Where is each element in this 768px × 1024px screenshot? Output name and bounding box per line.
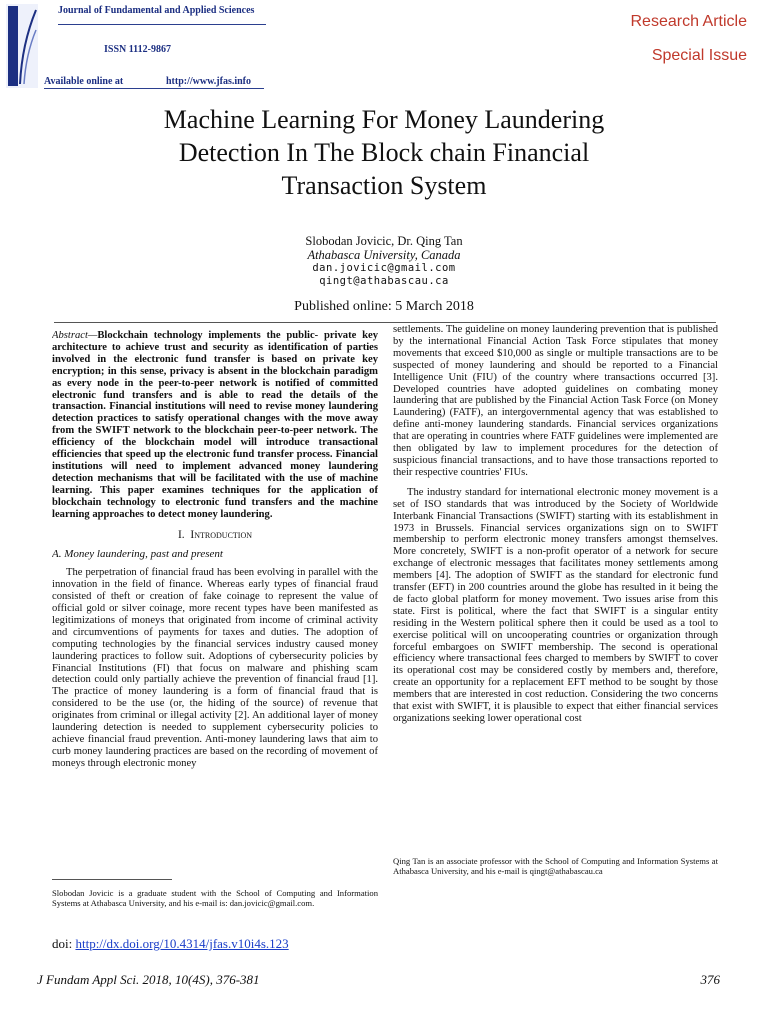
research-article-badge: Research Article xyxy=(630,13,747,30)
footnote-left: Slobodan Jovicic is a graduate student with the School of Computing and Information Systems at Athabasca University, and his e-mail is: dan.jovicic@gmail.com. xyxy=(52,888,378,909)
title-line-1: Machine Learning For Money Laundering xyxy=(163,105,605,134)
paper-affiliation: Athabasca University, Canada xyxy=(307,248,461,262)
footer-citation: J Fundam Appl Sci. 2018, 10(4S), 376-381 xyxy=(37,972,260,987)
paragraph-continued: settlements. The guideline on money laundering prevention that is published by the international Financial Action Task Force stipulates that money movements that exceed $10,000 as single or multiple transactions are to be suspected of money laundering and should be reported to a Financial Intelligence Unit (FIU) of the country where transactions occurred [3]. Developed countries have adopted guidelines on combating money laundering that are published by the Financial Action Task Force (on Money Laundering) (FATF), an intergovernmental agency that was established to define anti-money laundering standards. Financial services organizations that are operating in countries where FATF guidelines were implemented are then obligated by law to implement procedures for the detection of suspicious financial transactions, and to have those transactions reported to their respective countries' FIUs. xyxy=(393,324,718,478)
header-rule xyxy=(58,24,266,25)
author-email-2: qingt@athabascau.ca xyxy=(319,275,449,287)
available-online-label: Available online at xyxy=(44,76,124,87)
section-number: I. xyxy=(177,528,185,541)
journal-url-link[interactable]: http://www.jfas.info xyxy=(166,76,252,87)
abstract-lead: Abstract— xyxy=(52,330,98,341)
section-heading xyxy=(52,530,378,542)
title-line-2: Detection In The Block chain Financial xyxy=(178,138,590,167)
special-issue-badge: Special Issue xyxy=(651,47,747,64)
doi-label: doi: xyxy=(52,936,73,951)
abstract xyxy=(52,330,378,521)
paper-authors: Slobodan Jovicic, Dr. Qing Tan xyxy=(305,234,463,248)
page-number: 376 xyxy=(700,972,720,987)
journal-issn: ISSN 1112-9867 xyxy=(104,44,171,55)
footnote-rule xyxy=(52,879,172,880)
doi-line xyxy=(52,936,289,952)
subsection-heading: A. Money laundering, past and present xyxy=(52,548,223,561)
title-line-3: Transaction System xyxy=(281,171,487,200)
left-column xyxy=(52,330,378,860)
journal-name: Journal of Fundamental and Applied Sciences xyxy=(58,5,255,16)
abstract-body: Blockchain technology implements the public- private key architecture to achieve trust and security as identification of parties involved in the electronic fund transfer is based on private key encryption; in this sense, privacy is absent in the blockchain paradigm as every node in the peer-to-peer network is notified of committed electronic fund transfers and is able to read the details of the transaction. Financial institutions will need to revise money laundering detection practices to satisfy operational changes with the move away from the SWIFT network to the blockchain peer-to-peer network. The efficiency of the blockchain model will introduce transactional efficiencies that speed up the electronic fund transfer process. Financial institutions will need to implement advanced money laundering detection mechanisms that will be facilitated with the use of machine learning. This paper examines techniques for the application of blockchain technology to electronic fund transfers and the machine learning approaches to detect money laundering. xyxy=(52,330,378,520)
doi-link[interactable]: http://dx.doi.org/10.4314/jfas.v10i4s.123 xyxy=(75,936,289,951)
author-email-1: dan.jovicic@gmail.com xyxy=(312,262,456,274)
paragraph: The perpetration of financial fraud has been evolving in parallel with the innovation in the field of finance. Whereas early types of financial fraud consisted of theft or creation of fake coinage to represent the value of official gold or silver coinage, more recent types have been manifested as legitimizations of moneys that originated from income of criminal activity and circumventions of payments for taxes and duties. The adoption of computing technologies by the financial services industry caused money laundering practices to follow suit. Adoptions of cybersecurity policies by Financial Institutions (FI) that focus on malware and phishing scam detection could only partially achieve the prevention of financial fraud [1]. The practice of money laundering is a form of financial fraud that is considered to be the use (or, the hiding of the source) of revenue that originates from criminal or illegal activity [2]. An additional layer of money laundering detection is needed to supplement cybersecurity policies to achieve financial fraud prevention. Anti-money laundering laws that aim to curb money laundering practices are based on the recording of movement of moneys through electronic money xyxy=(52,567,378,769)
title-divider xyxy=(54,322,716,323)
header-rule-bottom xyxy=(44,88,264,89)
paragraph: The industry standard for international electronic money movement is a set of ISO standards that was introduced by the Society of Worldwide Interbank Financial Transactions (SWIFT) starting with its establishment in 1973 in Brussels. Financial services organizations sign on to SWIFT membership to perform electronic money transfers amongst themselves. More concretely, SWIFT is a non-profit operator of a network for secure exchange of electronic messages that facilitates money settlements among members [4]. The adoption of SWIFT as the standard for electronic fund transfer (EFT) in 200 countries around the globe has resulted in it being the de facto global platform for money movement. Two issues arise from this state. First is political, where the fact that SWIFT is a singular entity residing in the Western political sphere then it could be used as a tool to exercise political will on uncooperating countries or organization through forceful embargoes on SWIFT membership. The second is operational efficiency where transactional fees charged to members by SWIFT to cover its operational cost may be considered costly by members and, therefore, create an opportunity for a replacement EFT method to be sought by those members that are interested in cost reduction. Considering the two concerns that exist with SWIFT, it is plausible to expect that either financial services organizations seeking lower operational cost xyxy=(393,486,718,724)
footnote-right: Qing Tan is an associate professor with the School of Computing and Information Systems at Athabasca University, and his e-mail is qingt@athabascau.ca xyxy=(393,856,718,877)
section-title: Introduction xyxy=(190,528,253,541)
journal-logo xyxy=(6,4,38,88)
published-date: Published online: 5 March 2018 xyxy=(294,299,474,314)
right-column xyxy=(393,324,718,836)
paper-title xyxy=(100,103,668,202)
